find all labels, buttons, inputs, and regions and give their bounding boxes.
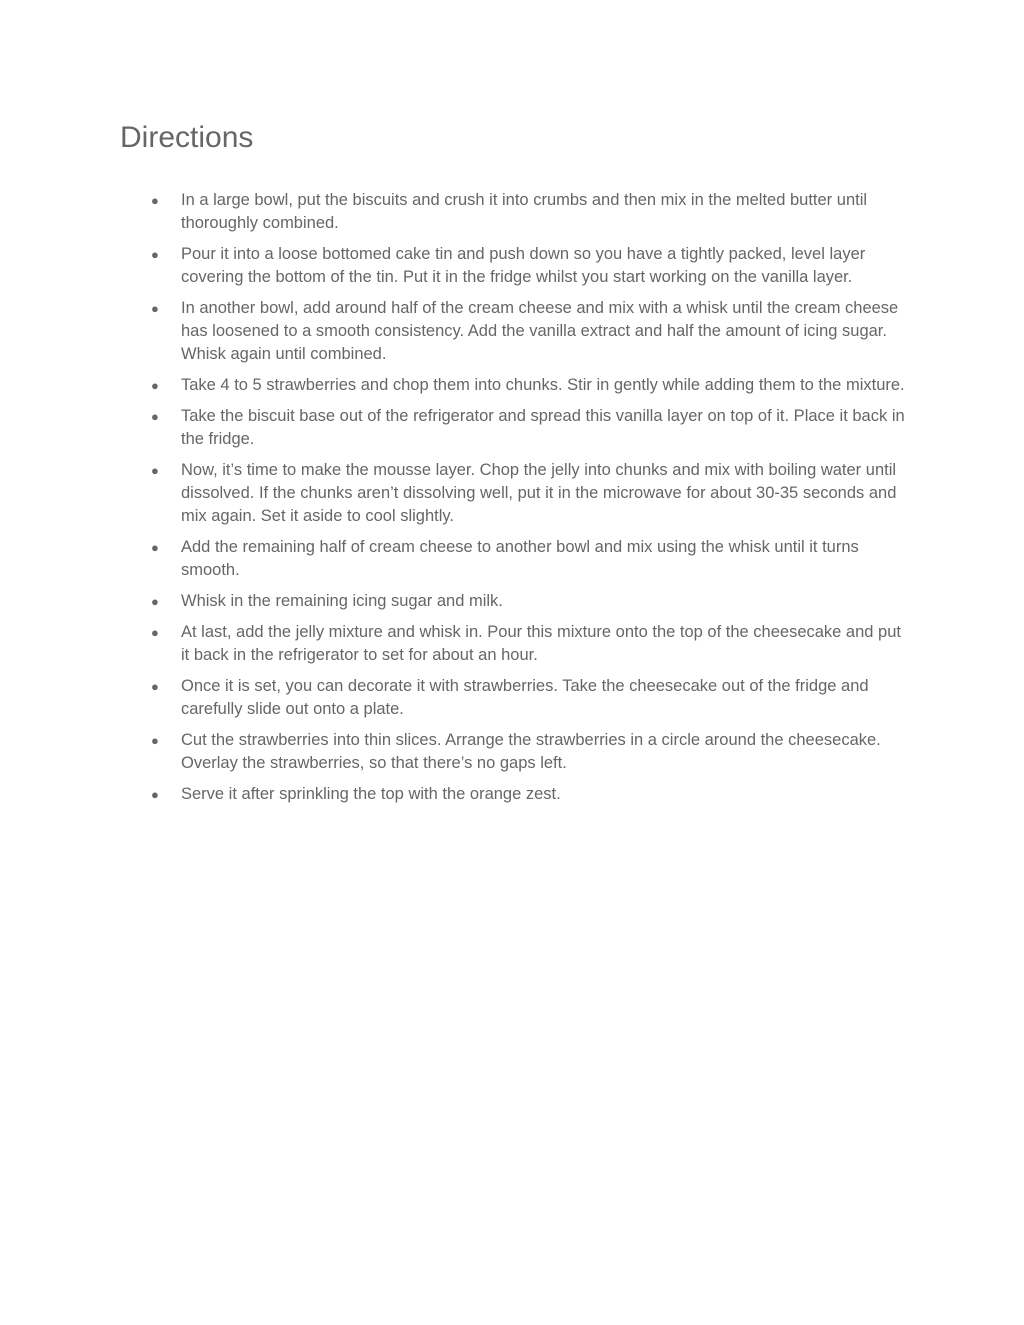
list-item bbox=[0, 297, 906, 366]
step-text: Cut the strawberries into thin slices. Arrange the strawberries in a circle around the cheesecake. Overlay the strawberries, so that there’s no gaps left. bbox=[181, 731, 881, 772]
bullet-icon: ● bbox=[151, 540, 159, 555]
step-text: Whisk in the remaining icing sugar and milk. bbox=[181, 592, 503, 610]
list-item bbox=[0, 729, 906, 775]
list-item bbox=[0, 189, 906, 235]
list-item bbox=[0, 459, 906, 528]
step-text: In another bowl, add around half of the cream cheese and mix with a whisk until the cream cheese has loosened to a smooth consistency. Add the vanilla extract and half the amount of icing sugar. Whisk again until combined. bbox=[181, 299, 899, 363]
bullet-icon: ● bbox=[151, 733, 159, 748]
step-text: In a large bowl, put the biscuits and crush it into crumbs and then mix in the melted butter until thoroughly combined. bbox=[181, 191, 868, 232]
step-text: Take 4 to 5 strawberries and chop them into chunks. Stir in gently while adding them to the mixture. bbox=[181, 376, 905, 394]
list-item bbox=[0, 621, 906, 667]
step-text: Take the biscuit base out of the refrigerator and spread this vanilla layer on top of it. Place it back in the fridge. bbox=[181, 407, 905, 448]
step-text: Once it is set, you can decorate it with strawberries. Take the cheesecake out of the fridge and carefully slide out onto a plate. bbox=[181, 677, 869, 718]
step-text: Add the remaining half of cream cheese to another bowl and mix using the whisk until it turns smooth. bbox=[181, 538, 859, 579]
bullet-icon: ● bbox=[151, 463, 159, 478]
list-item bbox=[0, 405, 906, 451]
list-item bbox=[0, 783, 906, 806]
step-text: Pour it into a loose bottomed cake tin and push down so you have a tightly packed, level layer covering the bottom of the tin. Put it in the fridge whilst you start working on the vanilla layer. bbox=[181, 245, 866, 286]
step-text: At last, add the jelly mixture and whisk in. Pour this mixture onto the top of the cheesecake and put it back in the refrigerator to set for about an hour. bbox=[181, 623, 901, 664]
list-item bbox=[0, 590, 906, 613]
step-text: Now, it’s time to make the mousse layer. Chop the jelly into chunks and mix with boiling water until dissolved. If the chunks aren’t dissolving well, put it in the microwave for about 30-35 seconds and mix again. Set it aside to cool slightly. bbox=[181, 461, 897, 525]
list-item bbox=[0, 536, 906, 582]
bullet-icon: ● bbox=[151, 679, 159, 694]
bullet-icon: ● bbox=[151, 193, 159, 208]
bullet-icon: ● bbox=[151, 625, 159, 640]
bullet-icon: ● bbox=[151, 247, 159, 262]
bullet-icon: ● bbox=[151, 409, 159, 424]
bullet-icon: ● bbox=[151, 787, 159, 802]
bullet-icon: ● bbox=[151, 378, 159, 393]
step-text: Serve it after sprinkling the top with the orange zest. bbox=[181, 785, 561, 803]
list-item bbox=[0, 243, 906, 289]
directions-list bbox=[0, 189, 1024, 814]
list-item bbox=[0, 675, 906, 721]
list-item bbox=[0, 374, 906, 397]
page-title: Directions bbox=[120, 121, 254, 154]
bullet-icon: ● bbox=[151, 301, 159, 316]
bullet-icon: ● bbox=[151, 594, 159, 609]
